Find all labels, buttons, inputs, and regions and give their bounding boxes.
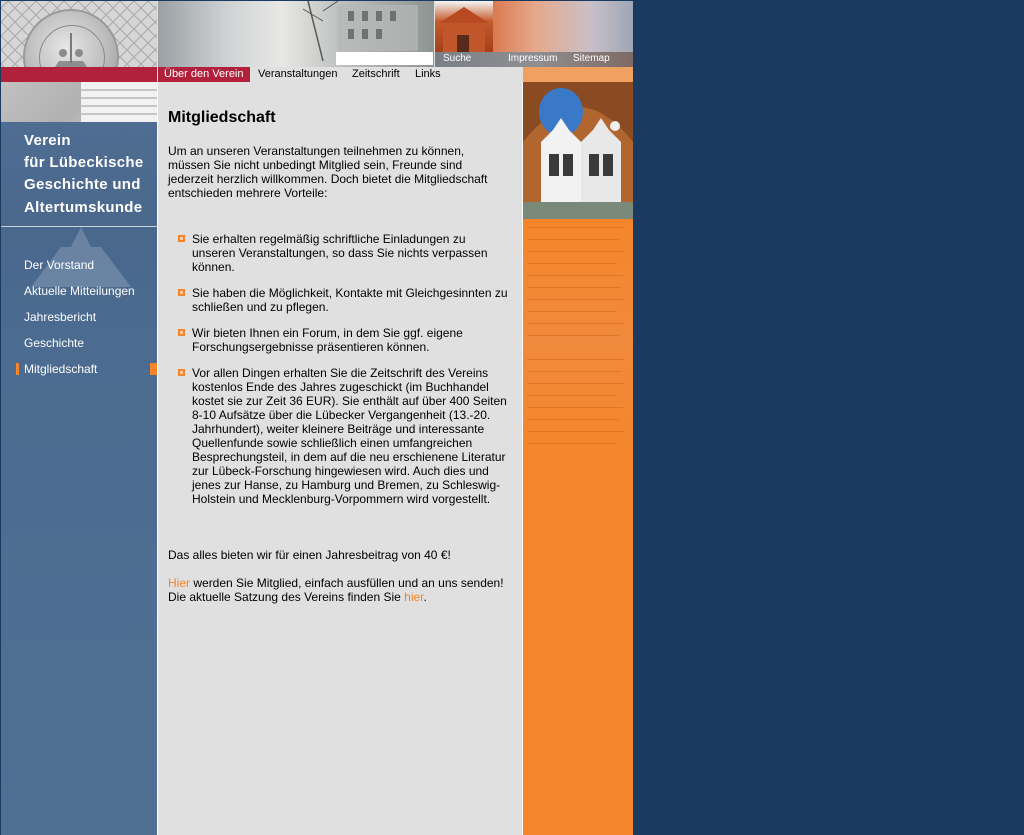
sidebar — [1, 122, 157, 835]
header-brick-house-photo — [435, 1, 493, 52]
join-link[interactable]: Hier — [168, 576, 191, 590]
city-seal-icon — [23, 9, 119, 67]
bullet-text: Wir bieten Ihnen ein Forum, in dem Sie ggf. eigene Forschungsergebnisse präsentieren können. — [192, 326, 463, 354]
navbar-left-accent — [1, 67, 157, 82]
seal-header-image — [1, 1, 157, 67]
nav-item-events[interactable]: Veranstaltungen — [258, 68, 338, 80]
sidebar-item-history[interactable]: Geschichte — [24, 336, 85, 350]
bullet-icon — [178, 235, 185, 242]
join-text: werden Sie Mitglied, einfach ausfüllen und an uns senden! — [190, 576, 504, 590]
gable-house-photo — [523, 82, 633, 219]
search-link[interactable]: Suche — [443, 53, 472, 64]
title-line-1: Verein — [24, 132, 71, 149]
bullet-icon — [178, 369, 185, 376]
title-line-3: Geschichte und — [24, 176, 141, 193]
main-nav — [158, 67, 522, 82]
nav-item-about[interactable]: Über den Verein — [158, 67, 250, 82]
nav-item-journal[interactable]: Zeitschrift — [352, 68, 400, 80]
header-blurred-photo — [493, 1, 633, 52]
statute-text: Die aktuelle Satzung des Vereins finden Sie — [168, 590, 405, 604]
sidebar-item-membership[interactable]: Mitgliedschaft — [24, 362, 98, 376]
statute-link[interactable]: hier — [404, 590, 424, 604]
sidebar-item-board[interactable]: Der Vorstand — [24, 258, 95, 272]
intro-paragraph: Um an unseren Veranstaltungen teilnehmen zu können, müssen Sie nicht unbedingt Mitglied sein, Freunde sind jederzeit herzlich willkommen. Doch bietet die Mitgliedschaft entschieden mehrere Vorteile: — [168, 144, 488, 200]
bullet-text: Sie haben die Möglichkeit, Kontakte mit Gleichgesinnten zu schließen und zu pflegen. — [192, 286, 508, 314]
navbar-right-accent — [523, 67, 633, 82]
sidebar-item-news[interactable]: Aktuelle Mitteilungen — [24, 284, 135, 298]
page-title: Mitgliedschaft — [168, 109, 276, 126]
search-input[interactable] — [336, 52, 433, 65]
active-marker-left — [16, 363, 19, 375]
bullet-icon — [178, 289, 185, 296]
sitemap-link[interactable]: Sitemap — [573, 53, 610, 64]
active-marker-right — [150, 363, 157, 375]
stairs-photo — [1, 82, 157, 122]
fee-text: Das alles bieten wir für einen Jahresbeitrag von 40 €! — [168, 548, 451, 562]
manuscript-image — [523, 219, 633, 461]
association-title — [1, 122, 157, 227]
sidebar-watermark-image — [1, 227, 157, 287]
main-content — [158, 82, 522, 835]
title-line-4: Altertumskunde — [24, 199, 143, 216]
sidebar-item-annual-report[interactable]: Jahresbericht — [24, 310, 97, 324]
join-paragraph — [168, 576, 518, 604]
right-orange-panel — [523, 461, 633, 835]
impressum-link[interactable]: Impressum — [508, 53, 558, 64]
bullet-icon — [178, 329, 185, 336]
nav-item-links[interactable]: Links — [415, 68, 441, 80]
bullet-text: Sie erhalten regelmäßig schriftliche Einladungen zu unseren Veranstaltungen, so dass Sie nichts verpassen können. — [192, 232, 488, 274]
page-container — [1, 1, 633, 835]
statute-end: . — [423, 590, 427, 604]
title-line-2: für Lübeckische — [24, 154, 144, 171]
bullet-text: Vor allen Dingen erhalten Sie die Zeitschrift des Vereins kostenlos Ende des Jahres zugeschickt (im Buchhandel kostet sie zur Zeit 36 EUR). Sie enthält auf über 400 Seiten 8-10 Aufsätze über die Lübecker Vergangenheit (13.-20. Jahrhundert), weiter kleinere Beiträge und interessante Quellenfunde sowie schließlich einen umfangreichen Besprechungsteil, in dem auf die neu erschienene Literatur zur Lübeck-Forschung hingewiesen wird. Auch dies und jenes zur Hanse, zu Hamburg und Bremen, zu Schleswig-Holstein und Mecklenburg-Vorpommern wird vorgestellt. — [192, 366, 507, 506]
